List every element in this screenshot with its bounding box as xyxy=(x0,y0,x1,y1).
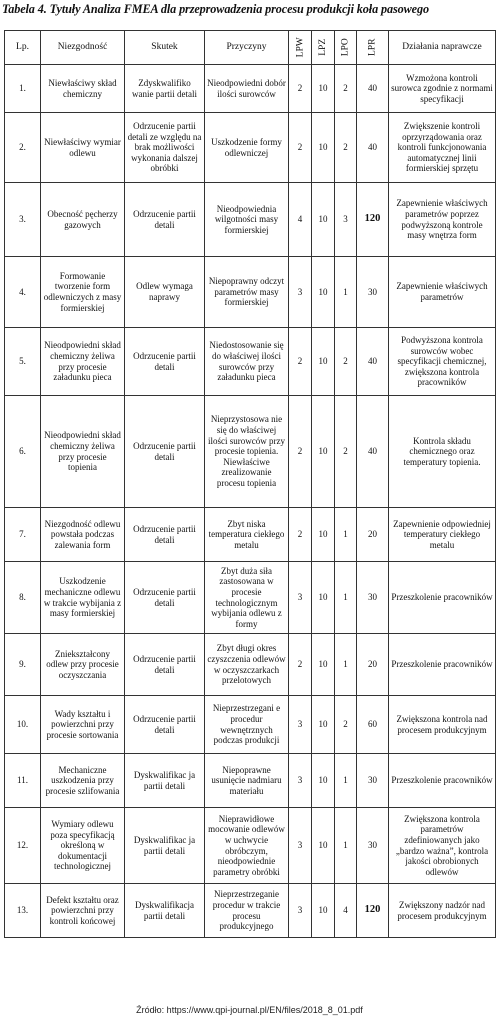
cell-lpo: 1 xyxy=(335,808,357,884)
cell-lpr: 30 xyxy=(357,562,389,634)
header-lpw-label: LPW xyxy=(295,37,306,58)
cell-lpo: 2 xyxy=(335,396,357,508)
cell-skutek: Odrzucenie partii detali xyxy=(125,562,205,634)
table-header-row xyxy=(5,31,496,65)
cell-lpr: 40 xyxy=(357,113,389,183)
cell-lpz: 10 xyxy=(312,257,335,328)
cell-lpo: 2 xyxy=(335,65,357,113)
cell-lp: 13. xyxy=(5,884,41,938)
cell-przyczyny: Nieprzestrzegani e procedur wewnętrznych podczas produkcji xyxy=(205,696,289,754)
cell-lp: 7. xyxy=(5,508,41,562)
cell-lpw: 2 xyxy=(289,634,312,696)
cell-lp: 12. xyxy=(5,808,41,884)
table-row xyxy=(5,328,496,396)
table-row xyxy=(5,257,496,328)
cell-lpo: 3 xyxy=(335,183,357,257)
table-body xyxy=(5,65,496,938)
header-niezgodnosc: Niezgodność xyxy=(41,31,125,65)
cell-dzialania: Podwyższona kontrola surowców wobec specyfikacji chemicznej, zwiększona kontrola pracowników xyxy=(389,328,496,396)
cell-lpr: 60 xyxy=(357,696,389,754)
header-lpw xyxy=(289,31,312,65)
table-row xyxy=(5,754,496,808)
cell-lpo: 2 xyxy=(335,696,357,754)
source-note: Źródło: https://www.qpi-journal.pl/EN/files/2018_8_01.pdf xyxy=(136,1005,363,1015)
cell-przyczyny: Uszkodzenie formy odlewniczej xyxy=(205,113,289,183)
cell-lpo: 1 xyxy=(335,562,357,634)
cell-skutek: Odrzucenie partii detali xyxy=(125,696,205,754)
cell-skutek: Odrzucenie partii detali xyxy=(125,396,205,508)
cell-lpw: 3 xyxy=(289,257,312,328)
header-skutek: Skutek xyxy=(125,31,205,65)
table-row xyxy=(5,562,496,634)
cell-niezgodnosc: Niewłaściwy wymiar odlewu xyxy=(41,113,125,183)
cell-dzialania: Kontrola składu chemicznego oraz temperatury topienia. xyxy=(389,396,496,508)
cell-lpr: 40 xyxy=(357,65,389,113)
cell-skutek: Zdyskwalifiko wanie partii detali xyxy=(125,65,205,113)
cell-lpz: 10 xyxy=(312,65,335,113)
cell-dzialania: Wzmożona kontroli surowca zgodnie z normami specyfikacji xyxy=(389,65,496,113)
cell-lpo: 1 xyxy=(335,508,357,562)
cell-lpw: 2 xyxy=(289,328,312,396)
cell-lpz: 10 xyxy=(312,696,335,754)
cell-niezgodnosc: Mechaniczne uszkodzenia przy procesie szlifowania xyxy=(41,754,125,808)
table-row xyxy=(5,65,496,113)
cell-lp: 9. xyxy=(5,634,41,696)
cell-lpo: 2 xyxy=(335,328,357,396)
cell-lpr: 30 xyxy=(357,257,389,328)
cell-przyczyny: Nieprzestrzeganie procedur w trakcie procesu produkcyjnego xyxy=(205,884,289,938)
cell-lp: 11. xyxy=(5,754,41,808)
cell-przyczyny: Zbyt niska temperatura ciekłego metalu xyxy=(205,508,289,562)
cell-lpz: 10 xyxy=(312,808,335,884)
cell-skutek: Odrzucenie partii detali xyxy=(125,183,205,257)
cell-lp: 6. xyxy=(5,396,41,508)
cell-lp: 2. xyxy=(5,113,41,183)
cell-lpw: 3 xyxy=(289,696,312,754)
table-row xyxy=(5,634,496,696)
cell-przyczyny: Zbyt duża siła zastosowana w procesie technologicznym wybijania odlewu z formy xyxy=(205,562,289,634)
cell-lpw: 2 xyxy=(289,508,312,562)
cell-przyczyny: Nieodpowiedni dobór ilości surowców xyxy=(205,65,289,113)
cell-dzialania: Przeszkolenie pracowników xyxy=(389,754,496,808)
cell-lp: 5. xyxy=(5,328,41,396)
cell-lpr: 20 xyxy=(357,634,389,696)
cell-lpr: 120 xyxy=(357,183,389,257)
cell-skutek: Odrzucenie partii detali xyxy=(125,508,205,562)
cell-skutek: Odrzucenie partii detali xyxy=(125,328,205,396)
header-dzialania: Działania naprawcze xyxy=(389,31,496,65)
cell-niezgodnosc: Nieodpowiedni skład chemiczny żeliwa przy procesie załadunku pieca xyxy=(41,328,125,396)
cell-lpo: 1 xyxy=(335,754,357,808)
table-row xyxy=(5,508,496,562)
cell-lpo: 2 xyxy=(335,113,357,183)
cell-niezgodnosc: Niewłaściwy skład chemiczny xyxy=(41,65,125,113)
header-lpz xyxy=(312,31,335,65)
header-lpr-label: LPR xyxy=(367,38,378,57)
cell-lpw: 3 xyxy=(289,562,312,634)
cell-niezgodnosc: Uszkodzenie mechaniczne odlewu w trakcie wybijania z masy formierskiej xyxy=(41,562,125,634)
cell-niezgodnosc: Defekt kształtu oraz powierzchni przy kontroli końcowej xyxy=(41,884,125,938)
cell-lpz: 10 xyxy=(312,328,335,396)
cell-lpo: 1 xyxy=(335,257,357,328)
header-lpo xyxy=(335,31,357,65)
cell-przyczyny: Niedostosowanie się do właściwej ilości surowców przy załadunku pieca xyxy=(205,328,289,396)
cell-lpo: 4 xyxy=(335,884,357,938)
cell-przyczyny: Zbyt długi okres czyszczenia odlewów w oczyszczarkach przelotowych xyxy=(205,634,289,696)
cell-niezgodnosc: Obecność pęcherzy gazowych xyxy=(41,183,125,257)
cell-lpw: 3 xyxy=(289,808,312,884)
cell-lpr: 20 xyxy=(357,508,389,562)
cell-dzialania: Zapewnienie właściwych parametrów xyxy=(389,257,496,328)
cell-przyczyny: Niepoprawny odczyt parametrów masy formierskiej xyxy=(205,257,289,328)
cell-dzialania: Zapewnienie odpowiedniej temperatury ciekłego metalu xyxy=(389,508,496,562)
cell-dzialania: Zwiększona kontrola parametrów zdefiniowanych jako „bardzo ważna”, kontrola jakości obrobionych odlewów xyxy=(389,808,496,884)
cell-lpw: 4 xyxy=(289,183,312,257)
cell-lpw: 2 xyxy=(289,396,312,508)
table-title: Tabela 4. Tytuły Analiza FMEA dla przeprowadzenia procesu produkcji koła pasowego xyxy=(2,2,429,16)
table-row xyxy=(5,396,496,508)
header-lp: Lp. xyxy=(5,31,41,65)
cell-skutek: Dyskwalifikac ja partii detali xyxy=(125,754,205,808)
cell-lpz: 10 xyxy=(312,183,335,257)
header-lpz-label: LPZ xyxy=(317,39,328,56)
cell-dzialania: Zwiększony nadzór nad procesem produkcyjnym xyxy=(389,884,496,938)
cell-dzialania: Przeszkolenie pracowników xyxy=(389,634,496,696)
cell-lpz: 10 xyxy=(312,634,335,696)
cell-niezgodnosc: Wady kształtu i powierzchni przy procesie sortowania xyxy=(41,696,125,754)
cell-lpr: 120 xyxy=(357,884,389,938)
cell-dzialania: Przeszkolenie pracowników xyxy=(389,562,496,634)
cell-przyczyny: Nieprawidłowe mocowanie odlewów w uchwycie obróbczym, nieodpowiednie parametry obróbki xyxy=(205,808,289,884)
cell-dzialania: Zwiększona kontrola nad procesem produkcyjnym xyxy=(389,696,496,754)
cell-niezgodnosc: Niezgodność odlewu powstała podczas zalewania form xyxy=(41,508,125,562)
cell-lpz: 10 xyxy=(312,396,335,508)
table-row xyxy=(5,696,496,754)
cell-dzialania: Zapewnienie właściwych parametrów poprzez podwyższoną kontrole masy wnętrza form xyxy=(389,183,496,257)
cell-dzialania: Zwiększenie kontroli oprzyrządowania oraz kontroli funkcjonowania automatycznej linii formierskiej sprzętu xyxy=(389,113,496,183)
cell-skutek: Odrzucenie partii detali ze względu na brak możliwości wykonania dalszej obróbki xyxy=(125,113,205,183)
table-row xyxy=(5,113,496,183)
cell-lpw: 3 xyxy=(289,754,312,808)
cell-lpr: 40 xyxy=(357,396,389,508)
cell-przyczyny: Nieodpowiednia wilgotności masy formierskiej xyxy=(205,183,289,257)
cell-lpr: 30 xyxy=(357,754,389,808)
cell-lpw: 2 xyxy=(289,113,312,183)
cell-lp: 1. xyxy=(5,65,41,113)
cell-przyczyny: Niepoprawne usunięcie nadmiaru materiału xyxy=(205,754,289,808)
header-przyczyny: Przyczyny xyxy=(205,31,289,65)
cell-lpo: 1 xyxy=(335,634,357,696)
cell-lpz: 10 xyxy=(312,113,335,183)
cell-lp: 8. xyxy=(5,562,41,634)
cell-lpr: 30 xyxy=(357,808,389,884)
fmea-table xyxy=(4,30,496,938)
cell-lpz: 10 xyxy=(312,508,335,562)
cell-lpw: 3 xyxy=(289,884,312,938)
cell-niezgodnosc: Zniekształcony odlew przy procesie oczyszczania xyxy=(41,634,125,696)
cell-niezgodnosc: Formowanie tworzenie form odlewniczych z masy formierskiej xyxy=(41,257,125,328)
cell-skutek: Dyskwalifikac ja partii detali xyxy=(125,808,205,884)
table-row xyxy=(5,808,496,884)
cell-lp: 3. xyxy=(5,183,41,257)
cell-lp: 4. xyxy=(5,257,41,328)
header-lpo-label: LPO xyxy=(340,38,351,57)
cell-niezgodnosc: Nieodpowiedni skład chemiczny żeliwa przy procesie topienia xyxy=(41,396,125,508)
cell-skutek: Odlew wymaga naprawy xyxy=(125,257,205,328)
cell-skutek: Dyskwalifikacja partii detali xyxy=(125,884,205,938)
cell-lpz: 10 xyxy=(312,884,335,938)
cell-lpz: 10 xyxy=(312,754,335,808)
cell-lpr: 40 xyxy=(357,328,389,396)
cell-niezgodnosc: Wymiary odlewu poza specyfikacją określoną w dokumentacji technologicznej xyxy=(41,808,125,884)
header-lpr xyxy=(357,31,389,65)
cell-skutek: Odrzucenie partii detali xyxy=(125,634,205,696)
table-row xyxy=(5,884,496,938)
cell-lp: 10. xyxy=(5,696,41,754)
cell-przyczyny: Nieprzystosowa nie się do właściwej ilości surowców przy procesie topienia. Niewłaściwe zrealizowanie procesu topienia xyxy=(205,396,289,508)
cell-lpz: 10 xyxy=(312,562,335,634)
cell-lpw: 2 xyxy=(289,65,312,113)
table-row xyxy=(5,183,496,257)
